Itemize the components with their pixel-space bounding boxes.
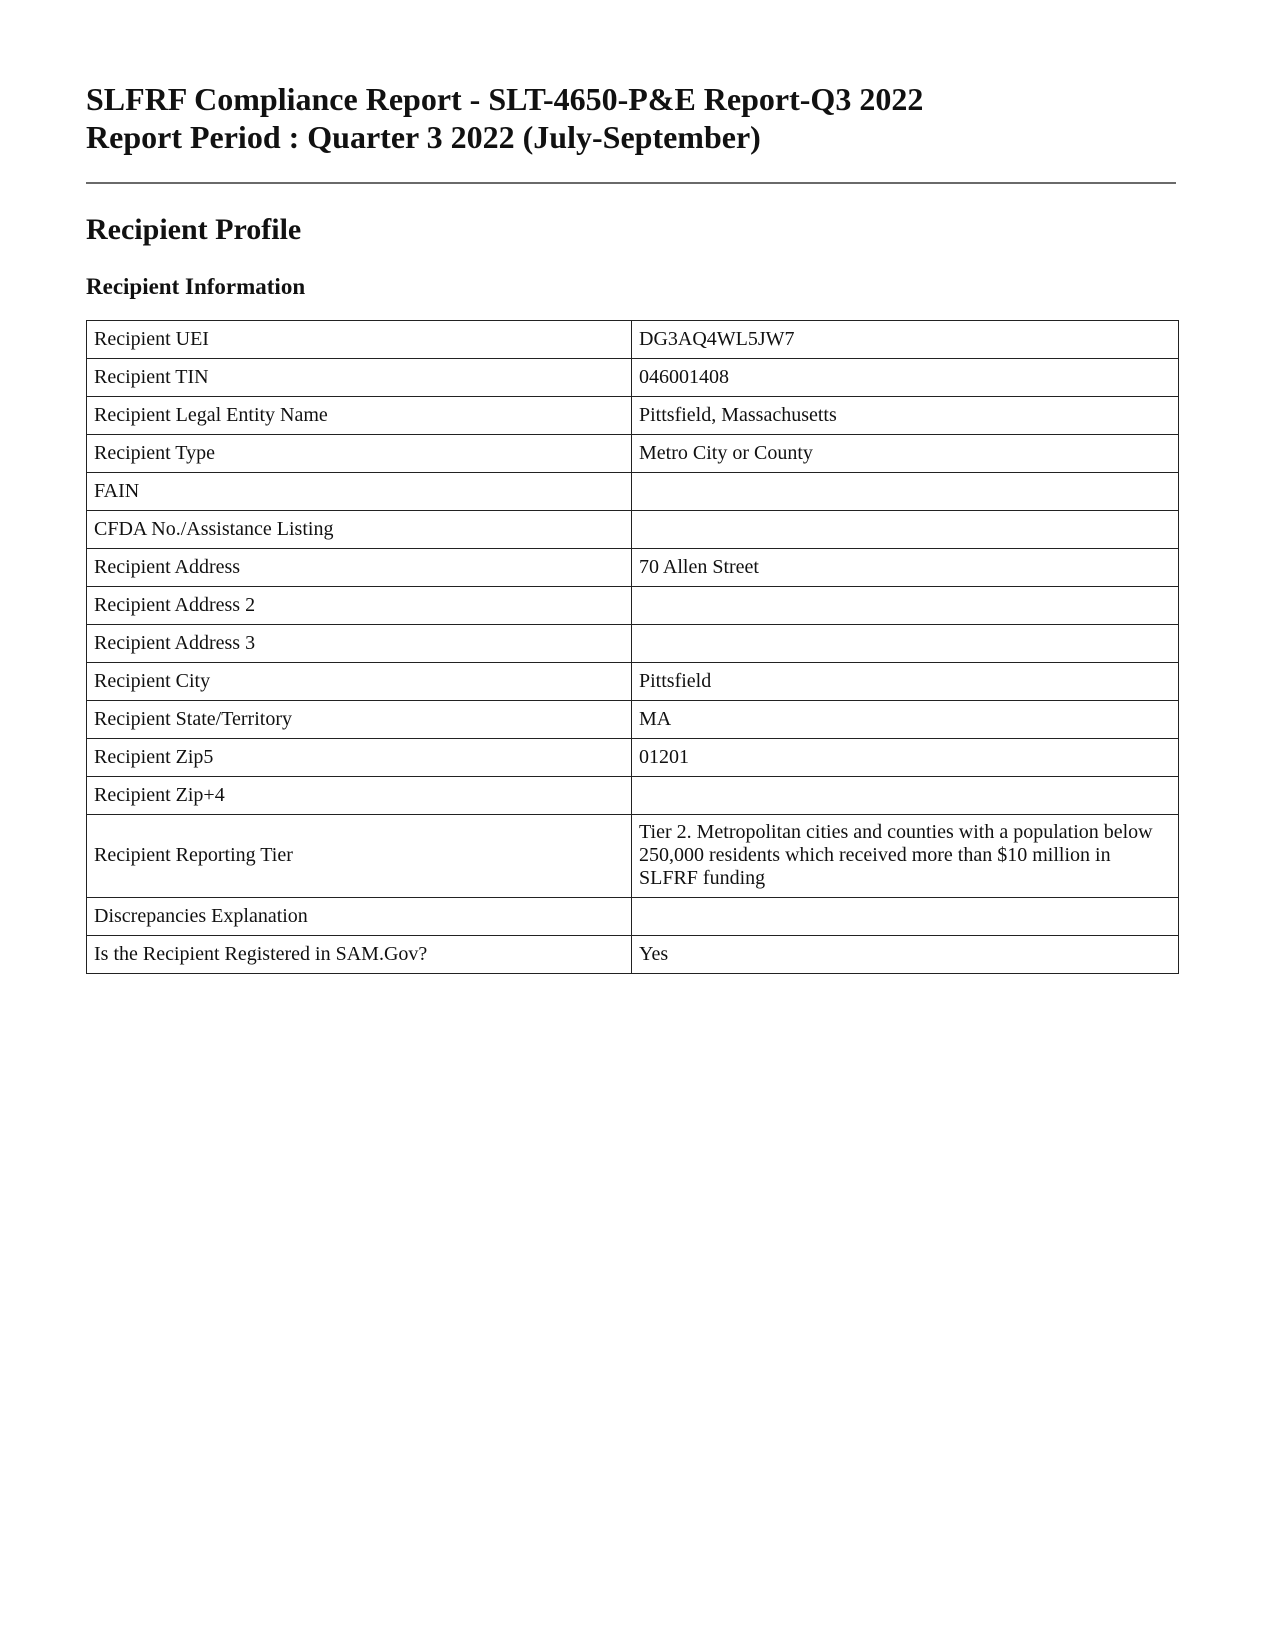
row-label: Discrepancies Explanation xyxy=(87,898,632,936)
table-row xyxy=(87,739,1179,777)
table-row xyxy=(87,549,1179,587)
table-row xyxy=(87,777,1179,815)
row-label: Recipient Reporting Tier xyxy=(87,815,632,898)
row-label: Recipient Type xyxy=(87,435,632,473)
row-value: Tier 2. Metropolitan cities and counties with a population below 250,000 residents which received more than $10 million in SLFRF funding xyxy=(632,815,1179,898)
section-title: Recipient Profile xyxy=(86,213,302,246)
row-value: 01201 xyxy=(632,739,1179,777)
row-label: Recipient State/Territory xyxy=(87,701,632,739)
row-label: Recipient Zip+4 xyxy=(87,777,632,815)
table-row xyxy=(87,321,1179,359)
report-title-line-1: SLFRF Compliance Report - SLT-4650-P&E Report-Q3 2022 xyxy=(86,81,924,117)
row-value: 046001408 xyxy=(632,359,1179,397)
row-label: Recipient TIN xyxy=(87,359,632,397)
row-label: Is the Recipient Registered in SAM.Gov? xyxy=(87,936,632,974)
recipient-information-table xyxy=(86,320,1179,974)
row-value xyxy=(632,777,1179,815)
table-row xyxy=(87,936,1179,974)
table-row xyxy=(87,397,1179,435)
row-label: Recipient Address 3 xyxy=(87,625,632,663)
row-label: FAIN xyxy=(87,473,632,511)
header-divider xyxy=(86,182,1176,184)
table-row xyxy=(87,435,1179,473)
row-value xyxy=(632,473,1179,511)
table-row xyxy=(87,701,1179,739)
report-period-line: Report Period : Quarter 3 2022 (July-September) xyxy=(86,119,761,155)
row-value: DG3AQ4WL5JW7 xyxy=(632,321,1179,359)
table-row xyxy=(87,898,1179,936)
row-label: CFDA No./Assistance Listing xyxy=(87,511,632,549)
row-label: Recipient UEI xyxy=(87,321,632,359)
row-value: Pittsfield, Massachusetts xyxy=(632,397,1179,435)
table-row xyxy=(87,473,1179,511)
report-page xyxy=(86,0,1176,974)
row-label: Recipient Legal Entity Name xyxy=(87,397,632,435)
table-row xyxy=(87,359,1179,397)
report-title xyxy=(86,0,1176,156)
row-label: Recipient Address 2 xyxy=(87,587,632,625)
table-row xyxy=(87,815,1179,898)
table-row xyxy=(87,625,1179,663)
row-value xyxy=(632,898,1179,936)
row-value: 70 Allen Street xyxy=(632,549,1179,587)
table-row xyxy=(87,511,1179,549)
row-value xyxy=(632,625,1179,663)
table-row xyxy=(87,663,1179,701)
row-value xyxy=(632,587,1179,625)
row-label: Recipient Address xyxy=(87,549,632,587)
row-value: Metro City or County xyxy=(632,435,1179,473)
row-value: MA xyxy=(632,701,1179,739)
row-label: Recipient Zip5 xyxy=(87,739,632,777)
row-value xyxy=(632,511,1179,549)
row-value: Pittsfield xyxy=(632,663,1179,701)
row-value: Yes xyxy=(632,936,1179,974)
subsection-title: Recipient Information xyxy=(86,274,306,299)
table-row xyxy=(87,587,1179,625)
row-label: Recipient City xyxy=(87,663,632,701)
